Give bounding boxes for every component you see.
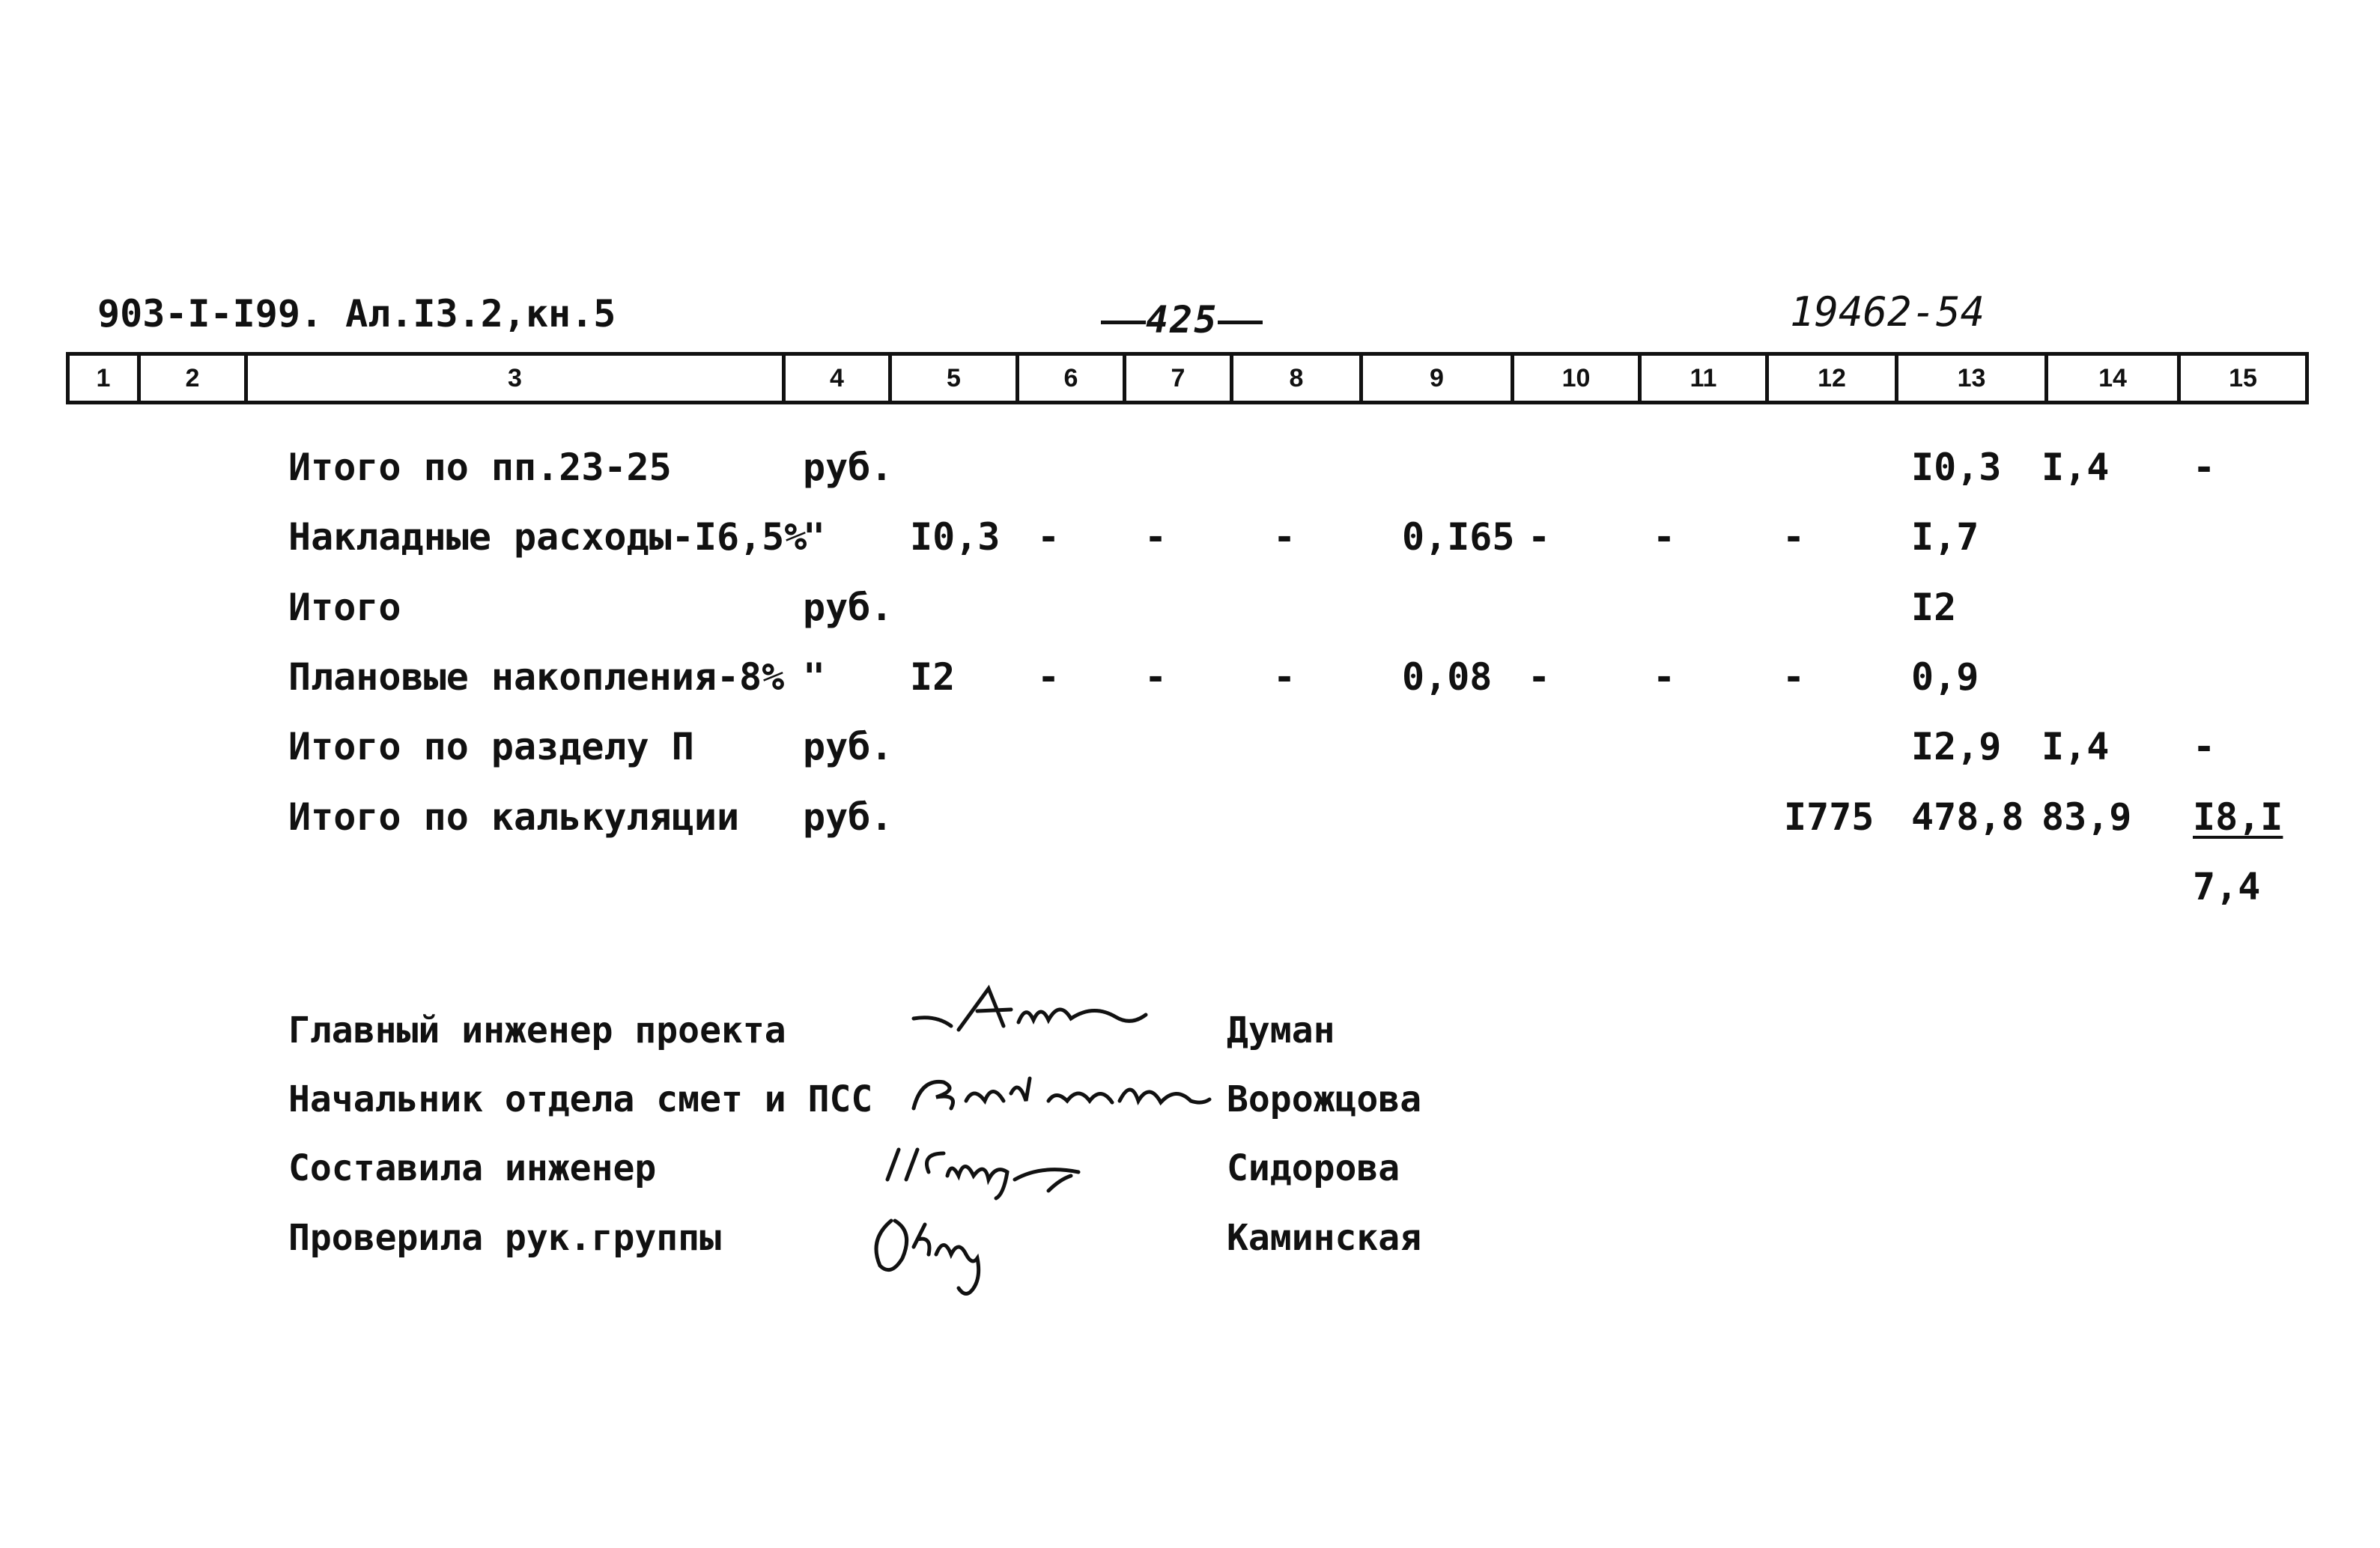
table-row — [0, 725, 2380, 770]
row-unit: " — [803, 515, 826, 559]
signatory-name: Сидорова — [1227, 1147, 1400, 1189]
cell-col9: 0,I65 — [1402, 515, 1515, 559]
cell-col7: - — [1144, 515, 1168, 559]
cell-col14: I,4 — [2041, 725, 2110, 768]
cell-col13: 0,9 — [1911, 655, 1979, 699]
cell-col14: I,4 — [2041, 446, 2110, 489]
page-number-text: 425 — [1146, 298, 1218, 342]
cell-col6: - — [1037, 515, 1060, 559]
column-number: 14 — [2047, 354, 2179, 403]
document-number: 19462-54 — [1790, 288, 1985, 336]
cell-col13: I2 — [1911, 586, 1957, 629]
signatory-name: Думан — [1227, 1010, 1335, 1051]
cell-col12: - — [1782, 515, 1806, 559]
row-name: Итого по разделу П — [288, 725, 694, 768]
table-row — [0, 795, 2380, 840]
row-unit: руб. — [803, 795, 893, 839]
table-row — [0, 655, 2380, 700]
cell-col10: - — [1528, 655, 1551, 699]
cell-col13: I0,3 — [1911, 446, 2002, 489]
row-unit: руб. — [803, 725, 893, 768]
cell-col11: - — [1653, 655, 1676, 699]
column-number: 10 — [1513, 354, 1640, 403]
column-number-header — [66, 352, 2309, 404]
signature-role: Главный инженер проекта — [288, 1010, 786, 1051]
cell-col13: I,7 — [1911, 515, 1979, 559]
cell-col15: - — [2193, 446, 2216, 489]
column-number: 5 — [890, 354, 1018, 403]
column-number: 8 — [1232, 354, 1361, 403]
row-name: Итого по калькуляции — [288, 795, 740, 839]
row-name: Накладные расходы-I6,5% — [288, 515, 807, 559]
column-number: 6 — [1018, 354, 1125, 403]
cell-col13: 478,8 — [1911, 795, 2024, 839]
cell-col12: - — [1782, 655, 1806, 699]
page-number-dash-left — [1101, 321, 1146, 324]
column-number: 11 — [1640, 354, 1767, 403]
column-number: 15 — [2179, 354, 2307, 403]
cell-col11: - — [1653, 515, 1676, 559]
table-row — [0, 586, 2380, 631]
cell-col12: I775 — [1784, 795, 1874, 839]
cell-col14: 83,9 — [2041, 795, 2132, 839]
signature-role: Начальник отдела смет и ПСС — [288, 1078, 873, 1120]
table-row — [0, 865, 2380, 910]
cell-col15: I8,I — [2193, 795, 2283, 839]
cell-col15: - — [2193, 725, 2216, 768]
handwritten-signature — [906, 1048, 1221, 1123]
page-number — [1101, 298, 1263, 342]
column-number: 9 — [1361, 354, 1513, 403]
handwritten-signature — [861, 1195, 1056, 1307]
cell-col13: I2,9 — [1911, 725, 2002, 768]
column-number: 13 — [1897, 354, 2047, 403]
table-row — [0, 515, 2380, 560]
document-code: 903-I-I99. Ал.I3.2,кн.5 — [97, 292, 616, 336]
row-unit: руб. — [803, 446, 893, 489]
cell-col10: - — [1528, 515, 1551, 559]
table-row — [0, 446, 2380, 491]
column-number: 2 — [139, 354, 246, 403]
row-unit: " — [803, 655, 826, 699]
row-name: Плановые накопления-8% — [288, 655, 785, 699]
row-name: Итого по пп.23-25 — [288, 446, 672, 489]
column-number: 1 — [96, 363, 111, 392]
signature-role: Проверила рук.группы — [288, 1217, 721, 1259]
cell-col8: - — [1273, 655, 1296, 699]
cell-col5: I0,3 — [910, 515, 1001, 559]
cell-col8: - — [1273, 515, 1296, 559]
column-number: 3 — [246, 354, 784, 403]
cell-col7: - — [1144, 655, 1168, 699]
signatory-name: Каминская — [1227, 1217, 1422, 1259]
column-number: 4 — [784, 354, 890, 403]
row-name: Итого — [288, 586, 401, 629]
column-number: 7 — [1125, 354, 1232, 403]
cell-col6: - — [1037, 655, 1060, 699]
cell-col9: 0,08 — [1402, 655, 1493, 699]
handwritten-signature — [906, 974, 1176, 1048]
signature-role: Составила инженер — [288, 1147, 657, 1189]
page-number-dash-right — [1218, 321, 1263, 324]
row-unit: руб. — [803, 586, 893, 629]
cell-col5: I2 — [910, 655, 956, 699]
column-number: 12 — [1767, 354, 1897, 403]
cell-col15: 7,4 — [2193, 865, 2261, 908]
signatory-name: Ворожцова — [1227, 1078, 1422, 1120]
